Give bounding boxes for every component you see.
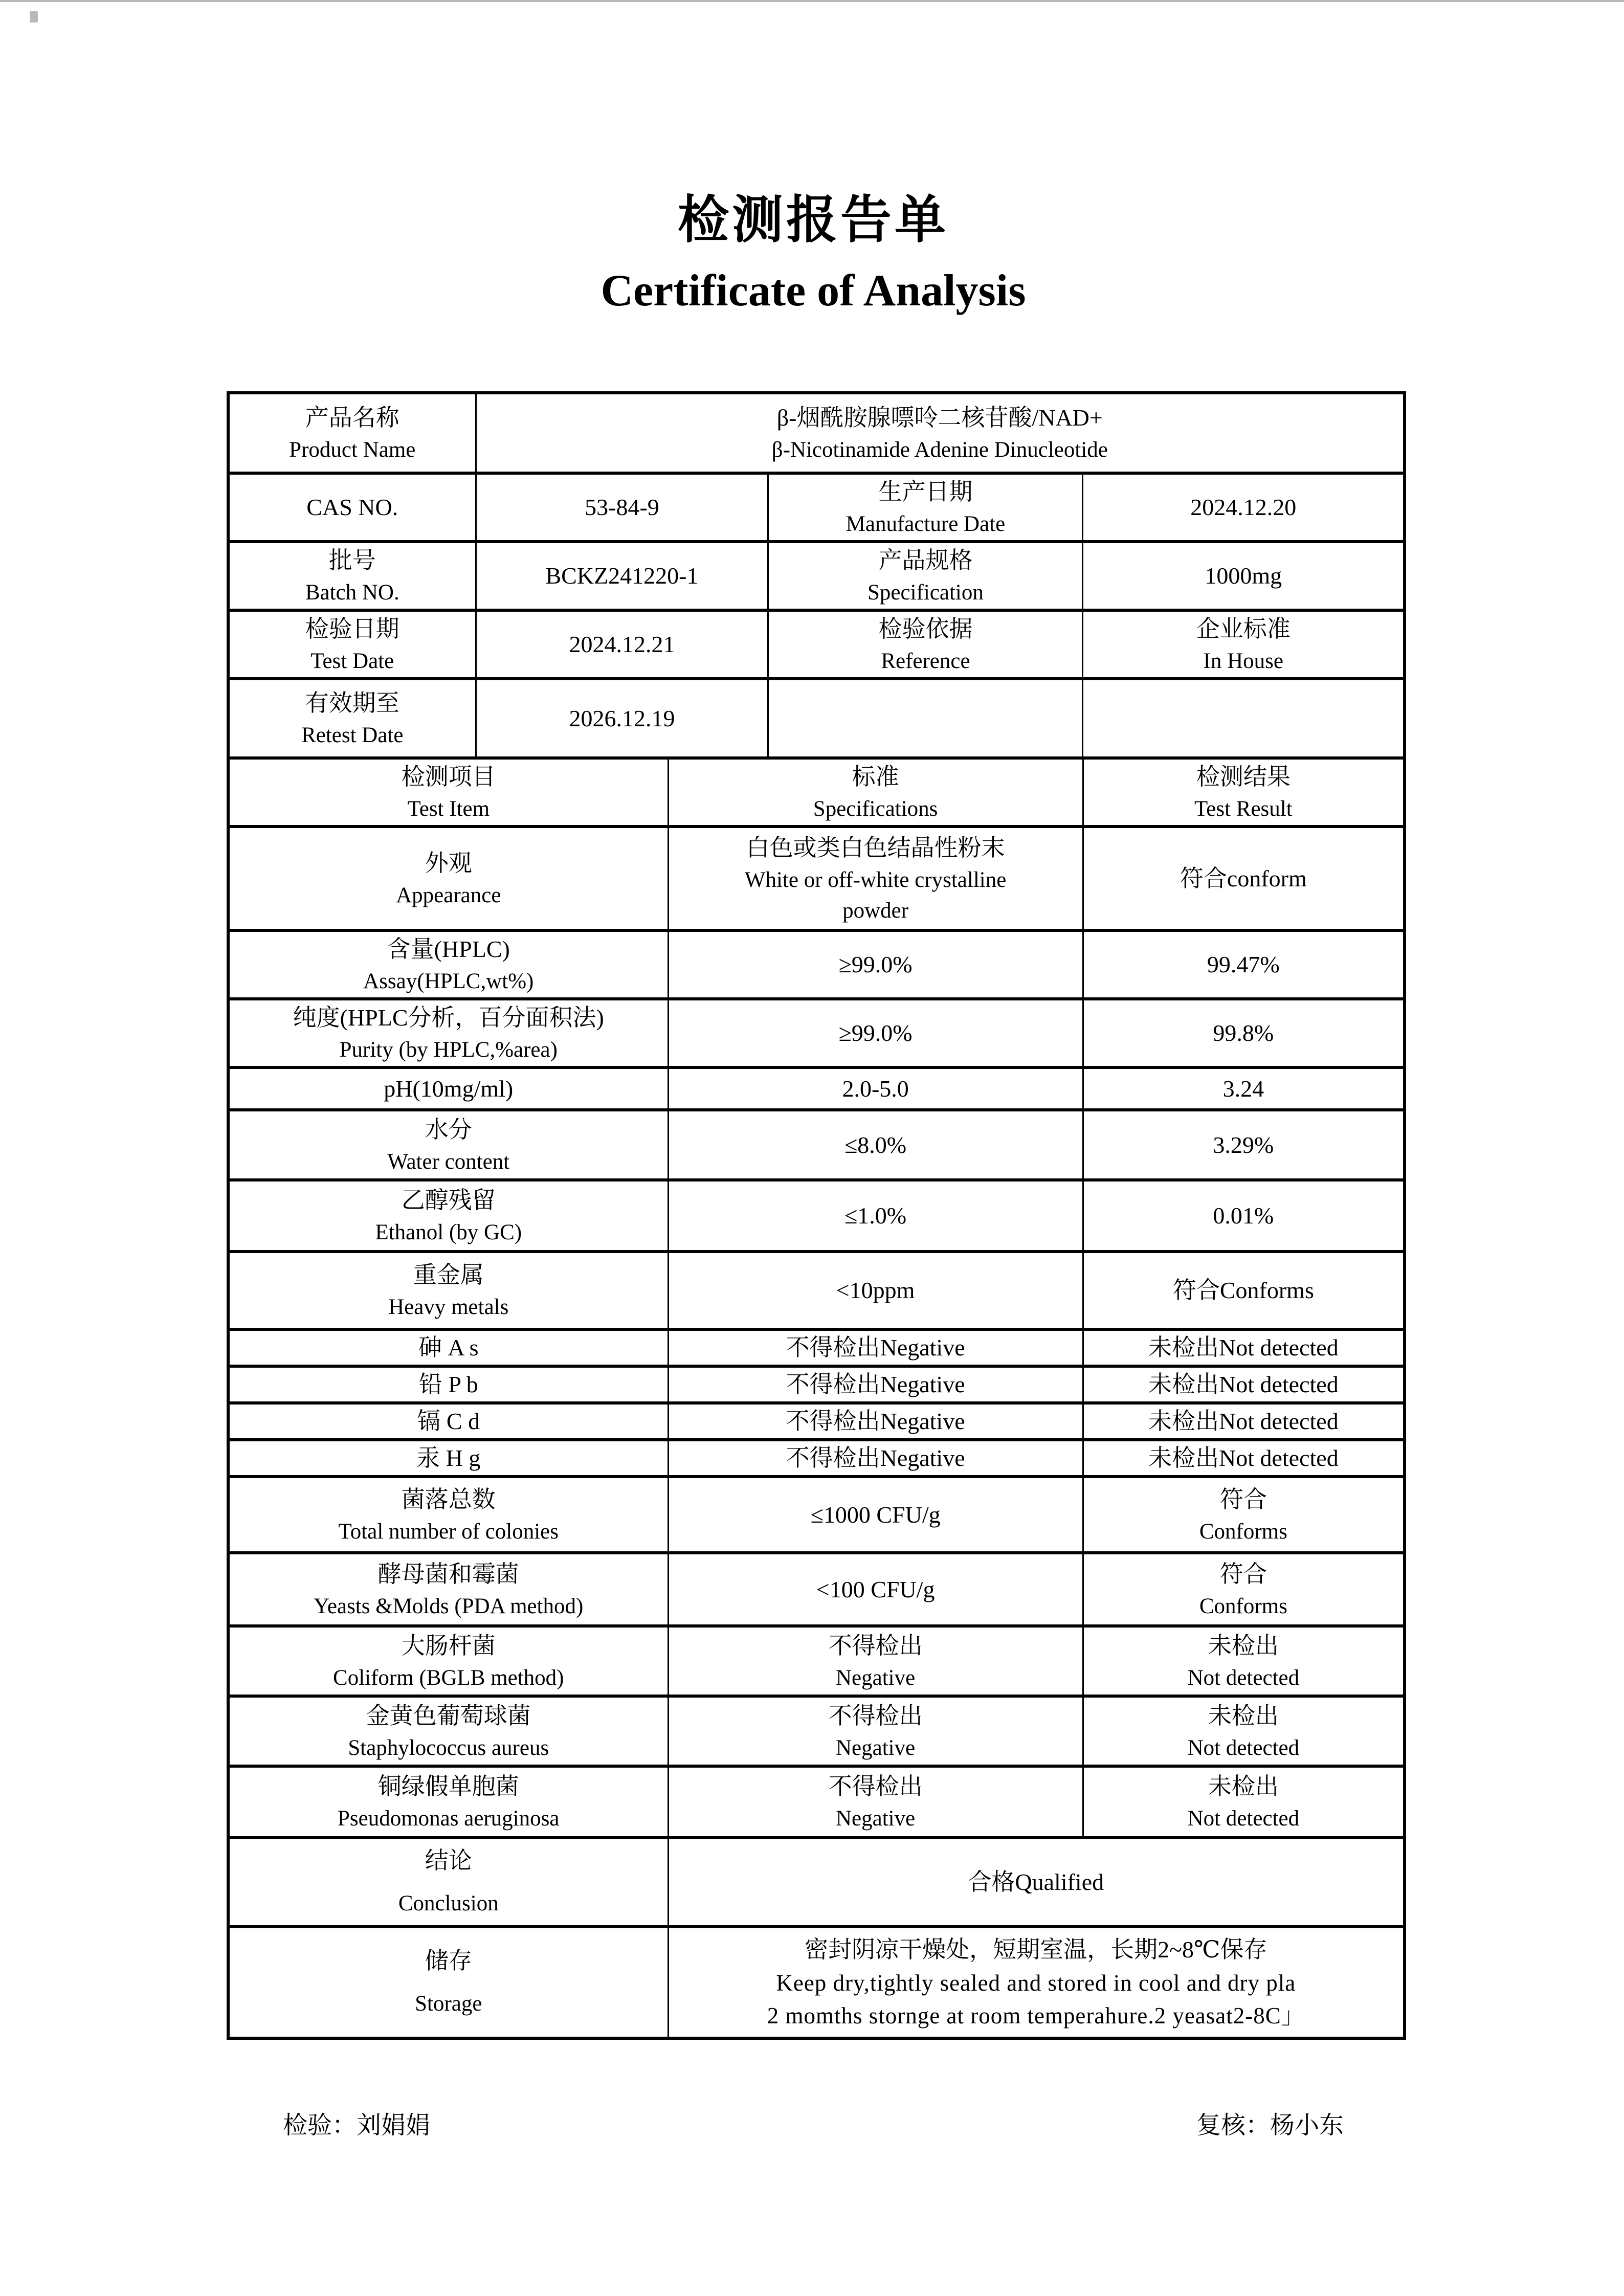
- inspector-signature: 检验：刘娟娟: [283, 2112, 431, 2139]
- table-row: [230, 1329, 1403, 1366]
- spec-cell: [668, 1696, 1083, 1766]
- value-line: β-Nicotinamide Adenine Dinucleotide: [771, 437, 1108, 462]
- storage-line: 2 momths stornge at room temperahure.2 yeasat2-8C」: [767, 2003, 1305, 2028]
- table-row: [230, 610, 1403, 679]
- spec-line: <10ppm: [836, 1277, 915, 1303]
- storage-label: [230, 1927, 668, 2037]
- result-cell: [1083, 1766, 1403, 1838]
- result-cell: [1083, 827, 1403, 930]
- value: 1000mg: [1205, 563, 1282, 589]
- value: 2024.12.20: [1190, 494, 1297, 520]
- result-line: 未检出Not detected: [1148, 1445, 1339, 1471]
- result-line: 未检出Not detected: [1148, 1371, 1339, 1397]
- spec-line: 不得检出: [828, 1632, 923, 1659]
- test-item-cell: [230, 1626, 668, 1696]
- result-line: 符合Conforms: [1172, 1277, 1314, 1303]
- test-item-cell: [230, 827, 668, 930]
- label-en: Retest Date: [301, 723, 404, 747]
- spec-cell: [668, 1440, 1083, 1477]
- item-cn: 铅 P b: [418, 1371, 478, 1397]
- test-item-cell: [230, 1440, 668, 1477]
- test-item-cell: [230, 1110, 668, 1180]
- value-en: In House: [1203, 649, 1283, 673]
- item-en: Assay(HPLC,wt%): [363, 969, 534, 993]
- result-line: 符合conform: [1180, 865, 1307, 891]
- spec-line: 不得检出Negative: [786, 1371, 965, 1397]
- header-cn: 检测结果: [1196, 764, 1291, 790]
- result-line: 未检出: [1208, 1632, 1279, 1659]
- test-item-cell: [230, 999, 668, 1067]
- page-title: 检测报告单: [678, 192, 949, 249]
- test-item-header: [230, 758, 668, 827]
- table-row: [230, 1696, 1403, 1766]
- item-en: Purity (by HPLC,%area): [339, 1038, 558, 1062]
- result-cell: [1083, 1440, 1403, 1477]
- result-line: 3.24: [1222, 1075, 1264, 1102]
- header-en: Test Item: [407, 797, 490, 821]
- item-cn: 砷 A s: [418, 1334, 479, 1361]
- test-item-cell: [230, 930, 668, 999]
- label-en: Specification: [867, 581, 984, 605]
- table-row: [230, 930, 1403, 999]
- cas-value: [476, 473, 768, 542]
- result-line: 未检出: [1208, 1773, 1279, 1799]
- test-item-cell: [230, 1766, 668, 1838]
- label-en: Manufacture Date: [846, 512, 1006, 536]
- item-cn: pH(10mg/ml): [384, 1075, 514, 1102]
- table-row: [230, 1067, 1403, 1110]
- table-row: [230, 473, 1403, 542]
- spec-cell: [668, 1366, 1083, 1403]
- item-en: Appearance: [396, 883, 501, 907]
- test-date-value: [476, 610, 768, 679]
- spec-line: <100 CFU/g: [816, 1576, 935, 1602]
- item-en: Staphylococcus aureus: [348, 1735, 549, 1760]
- scan-artifact-line: [0, 0, 1624, 2]
- spec-cell: [668, 1067, 1083, 1110]
- label-en: Conclusion: [398, 1891, 499, 1915]
- spec-line: ≤1000 CFU/g: [810, 1501, 941, 1528]
- info-table: [230, 394, 1403, 756]
- result-cell: [1083, 1626, 1403, 1696]
- table-row: [230, 827, 1403, 930]
- table-row: [230, 1252, 1403, 1329]
- item-en: Pseudomonas aeruginosa: [338, 1807, 560, 1831]
- result-line: Conforms: [1199, 1594, 1287, 1618]
- value: 2024.12.21: [569, 631, 675, 657]
- specifications-header: [668, 758, 1083, 827]
- value: 2026.12.19: [569, 705, 675, 731]
- label-cn: 产品规格: [878, 547, 973, 573]
- item-en: Ethanol (by GC): [375, 1220, 522, 1244]
- result-line: 未检出Not detected: [1148, 1408, 1339, 1434]
- spec-line: White or off-white crystalline: [744, 867, 1007, 892]
- spec-line: powder: [842, 898, 909, 923]
- results-header-row: [230, 758, 1403, 827]
- item-cn: 酵母菌和霉菌: [377, 1561, 519, 1587]
- header-cn: 标准: [852, 764, 899, 790]
- result-line: Not detected: [1187, 1735, 1300, 1760]
- test-item-cell: [230, 1553, 668, 1626]
- result-cell: [1083, 1252, 1403, 1329]
- result-cell: [1083, 1696, 1403, 1766]
- table-row: [230, 1440, 1403, 1477]
- spec-line: Negative: [836, 1807, 916, 1831]
- item-en: Coliform (BGLB method): [333, 1665, 564, 1690]
- item-cn: 水分: [425, 1116, 472, 1143]
- label-cn: 储存: [425, 1948, 472, 1974]
- label-en: Reference: [881, 649, 970, 673]
- spec-cell: [668, 930, 1083, 999]
- item-cn: 大肠杆菌: [401, 1632, 496, 1659]
- spec-cell: [668, 1766, 1083, 1838]
- table-row: [230, 1626, 1403, 1696]
- spec-cell: [668, 999, 1083, 1067]
- spec-line: ≥99.0%: [838, 1020, 913, 1046]
- table-row: [230, 1403, 1403, 1440]
- label-en: Test Date: [310, 649, 394, 673]
- result-line: Not detected: [1187, 1665, 1300, 1690]
- spec-cell: [668, 1626, 1083, 1696]
- product-name-value: [476, 394, 1403, 473]
- item-en: Water content: [387, 1149, 510, 1174]
- reviewer-signature: 复核：杨小东: [1196, 2112, 1344, 2139]
- spec-cell: [668, 827, 1083, 930]
- reference-value: [1083, 610, 1403, 679]
- result-cell: [1083, 1110, 1403, 1180]
- item-en: Yeasts &Molds (PDA method): [314, 1594, 584, 1618]
- title-block: [227, 193, 1400, 314]
- spec-line: 不得检出Negative: [786, 1408, 965, 1434]
- conclusion-value: [668, 1838, 1403, 1927]
- item-cn: 菌落总数: [401, 1486, 496, 1512]
- result-line: 符合: [1219, 1486, 1267, 1512]
- item-cn: 乙醇残留: [401, 1187, 496, 1213]
- reference-label: [768, 610, 1083, 679]
- spec-line: ≤8.0%: [844, 1131, 907, 1158]
- table-row: [230, 542, 1403, 610]
- test-item-cell: [230, 1329, 668, 1366]
- table-row: [230, 1180, 1403, 1252]
- table-row: [230, 1110, 1403, 1180]
- conclusion-label: [230, 1838, 668, 1927]
- storage-value: [668, 1927, 1403, 2037]
- value: BCKZ241220-1: [545, 563, 699, 589]
- table-row: [230, 999, 1403, 1067]
- result-cell: [1083, 1180, 1403, 1252]
- test-item-cell: [230, 1477, 668, 1553]
- retest-date-label: [230, 679, 476, 756]
- batch-value: [476, 542, 768, 610]
- spec-cell: [668, 1110, 1083, 1180]
- label-en: Product Name: [289, 437, 416, 462]
- result-line: Not detected: [1187, 1807, 1300, 1831]
- spec-cell: [668, 1180, 1083, 1252]
- result-line: 0.01%: [1213, 1202, 1274, 1229]
- storage-row: [230, 1927, 1403, 2037]
- result-cell: [1083, 1477, 1403, 1553]
- item-cn: 金黄色葡萄球菌: [366, 1702, 531, 1729]
- table-row: [230, 1477, 1403, 1553]
- result-line: 99.8%: [1213, 1020, 1274, 1046]
- header-en: Specifications: [813, 797, 938, 821]
- specification-value: [1083, 542, 1403, 610]
- result-line: 99.47%: [1207, 951, 1280, 977]
- spec-cell: [668, 1553, 1083, 1626]
- label-cn: 产品名称: [305, 404, 399, 431]
- label-cn: 有效期至: [305, 689, 399, 716]
- storage-line: Keep dry,tightly sealed and stored in cool and dry pla: [776, 1970, 1296, 1996]
- test-item-cell: [230, 1180, 668, 1252]
- result-cell: [1083, 999, 1403, 1067]
- test-item-cell: [230, 1366, 668, 1403]
- test-result-header: [1083, 758, 1403, 827]
- empty-cell: [768, 679, 1083, 756]
- certificate-table: [227, 391, 1406, 2040]
- spec-line: 白色或类白色结晶性粉末: [746, 834, 1005, 861]
- spec-line: 不得检出Negative: [786, 1334, 965, 1361]
- item-cn: 外观: [425, 850, 472, 876]
- manufacture-date-value: [1083, 473, 1403, 542]
- spec-cell: [668, 1252, 1083, 1329]
- page-subtitle: Certificate of Analysis: [600, 266, 1026, 316]
- spec-line: 2.0-5.0: [842, 1075, 909, 1102]
- table-row: [230, 1553, 1403, 1626]
- table-row: [230, 394, 1403, 473]
- batch-label: [230, 542, 476, 610]
- spec-line: ≥99.0%: [838, 951, 913, 977]
- spec-line: 不得检出Negative: [786, 1445, 965, 1471]
- result-cell: [1083, 1403, 1403, 1440]
- label-en: CAS NO.: [306, 494, 398, 520]
- label-en: Storage: [415, 1992, 482, 2016]
- result-cell: [1083, 1067, 1403, 1110]
- item-cn: 汞 H g: [416, 1445, 481, 1471]
- results-table: [230, 756, 1403, 2037]
- header-en: Test Result: [1194, 797, 1293, 821]
- product-name-label: [230, 394, 476, 473]
- retest-date-value: [476, 679, 768, 756]
- item-cn: 铜绿假单胞菌: [377, 1773, 519, 1799]
- item-cn: 含量(HPLC): [387, 936, 510, 962]
- test-date-label: [230, 610, 476, 679]
- spec-line: 不得检出: [828, 1702, 923, 1729]
- label-cn: 检验依据: [878, 616, 973, 642]
- spec-line: Negative: [836, 1665, 916, 1690]
- label-cn: 结论: [425, 1847, 472, 1874]
- test-item-cell: [230, 1403, 668, 1440]
- test-item-cell: [230, 1696, 668, 1766]
- empty-cell: [1083, 679, 1403, 756]
- item-en: Total number of colonies: [338, 1519, 559, 1544]
- result-cell: [1083, 1366, 1403, 1403]
- spec-line: ≤1.0%: [844, 1202, 907, 1229]
- result-line: 符合: [1219, 1561, 1267, 1587]
- table-row: [230, 1766, 1403, 1838]
- label-cn: 生产日期: [878, 479, 973, 505]
- result-line: 3.29%: [1213, 1131, 1274, 1158]
- conclusion-row: [230, 1838, 1403, 1927]
- item-en: Heavy metals: [388, 1295, 509, 1319]
- table-row: [230, 679, 1403, 756]
- result-cell: [1083, 1329, 1403, 1366]
- spec-cell: [668, 1477, 1083, 1553]
- value-cn: 企业标准: [1196, 616, 1291, 642]
- item-cn: 镉 C d: [417, 1408, 480, 1434]
- result-line: 未检出Not detected: [1148, 1334, 1339, 1361]
- spec-line: 不得检出: [828, 1773, 923, 1799]
- spec-cell: [668, 1403, 1083, 1440]
- table-row: [230, 1366, 1403, 1403]
- label-cn: 批号: [328, 547, 376, 573]
- label-cn: 检验日期: [305, 616, 399, 642]
- specification-label: [768, 542, 1083, 610]
- item-cn: 纯度(HPLC分析，百分面积法): [293, 1005, 604, 1031]
- manufacture-date-label: [768, 473, 1083, 542]
- result-cell: [1083, 930, 1403, 999]
- label-en: Batch NO.: [305, 581, 399, 605]
- spec-line: Negative: [836, 1735, 916, 1760]
- header-cn: 检测项目: [401, 764, 496, 790]
- value-line: β-烟酰胺腺嘌呤二核苷酸/NAD+: [776, 404, 1103, 431]
- value: 53-84-9: [585, 494, 659, 520]
- spec-cell: [668, 1329, 1083, 1366]
- result-cell: [1083, 1553, 1403, 1626]
- signature-row: [227, 2105, 1400, 2141]
- conclusion-text: 合格Qualified: [968, 1869, 1104, 1895]
- cas-label: [230, 473, 476, 542]
- test-item-cell: [230, 1067, 668, 1110]
- storage-line: 密封阴凉干燥处，短期室温，长期2~8℃保存: [805, 1936, 1267, 1963]
- result-line: 未检出: [1208, 1702, 1279, 1729]
- test-item-cell: [230, 1252, 668, 1329]
- scan-artifact-speck: [30, 11, 38, 23]
- result-line: Conforms: [1199, 1519, 1287, 1544]
- item-cn: 重金属: [413, 1262, 484, 1288]
